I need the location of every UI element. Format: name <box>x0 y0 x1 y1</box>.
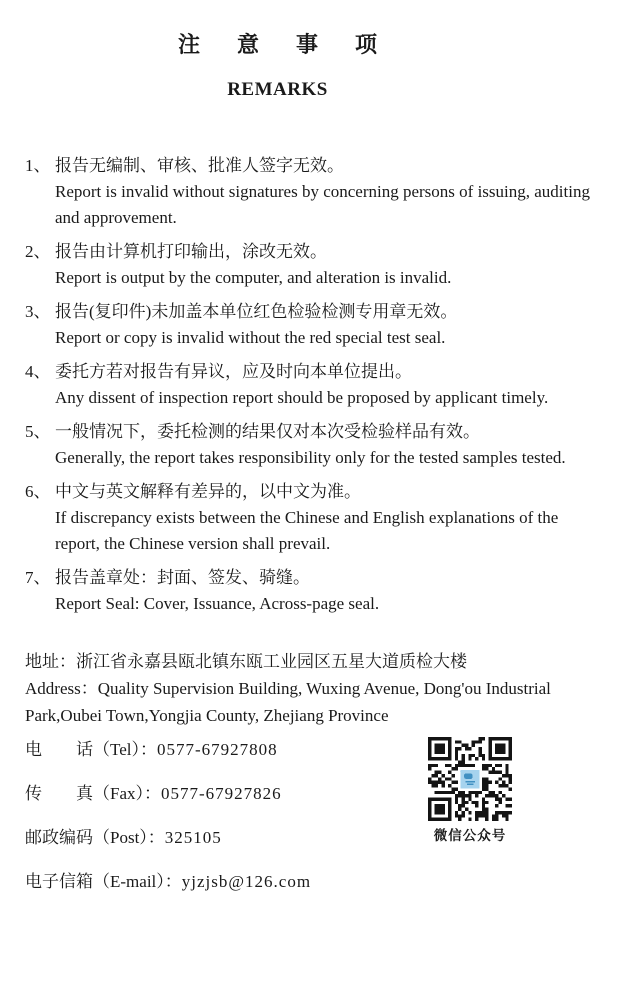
wechat-qr-code <box>425 737 515 821</box>
qr-caption: 微信公众号 <box>433 828 507 843</box>
remark-number: 4、 <box>25 362 51 381</box>
page-heading <box>25 30 530 102</box>
remark-text-english: Generally, the report takes responsibility only for the tested samples tested. <box>55 448 566 467</box>
wechat-qr-block <box>425 737 515 844</box>
remarks-list <box>25 153 600 625</box>
contact-value: 0577-67927826 <box>161 784 282 803</box>
remark-item <box>25 479 600 557</box>
remark-text-english: Report or copy is invalid without the red special test seal. <box>55 328 446 347</box>
contact-label: 电子信箱（E-mail）： <box>25 872 182 891</box>
remark-text-english: Report is output by the computer, and alteration is invalid. <box>55 268 452 287</box>
remark-text-english: Report Seal: Cover, Issuance, Across-page seal. <box>55 594 380 613</box>
remark-text-chinese: 一般情况下，委托检测的结果仅对本次受检验样品有效。 <box>55 422 480 441</box>
contact-row <box>25 869 405 895</box>
remark-number: 7、 <box>25 568 51 587</box>
address-block <box>25 648 587 729</box>
remark-item <box>25 153 600 231</box>
remark-item <box>25 239 600 291</box>
remark-text-chinese: 报告(复印件)未加盖本单位红色检验检测专用章无效。 <box>55 302 458 321</box>
remark-number: 1、 <box>25 156 51 175</box>
remark-text-english: If discrepancy exists between the Chinese and English explanations of the report, the Chinese version shall prevail. <box>55 508 559 553</box>
page-title-chinese: 注意事项 <box>177 32 414 57</box>
remark-text-english: Any dissent of inspection report should be proposed by applicant timely. <box>55 388 549 407</box>
remark-text-english: Report is invalid without signatures by concerning persons of issuing, auditing and approvement. <box>55 182 590 227</box>
remark-text-chinese: 报告盖章处：封面、签发、骑缝。 <box>55 568 310 587</box>
contact-row <box>25 737 405 763</box>
contact-label: 电 话（Tel）： <box>25 740 157 759</box>
remark-text-chinese: 报告由计算机打印输出，涂改无效。 <box>55 242 327 261</box>
remark-item <box>25 359 600 411</box>
remark-item <box>25 299 600 351</box>
contact-value: 0577-67927808 <box>156 740 278 759</box>
contact-value: 325105 <box>164 828 222 847</box>
contact-row <box>25 781 405 807</box>
remark-number: 5、 <box>25 422 51 441</box>
remark-text-chinese: 委托方若对报告有异议，应及时向本单位提出。 <box>55 362 412 381</box>
remark-text-chinese: 中文与英文解释有差异的，以中文为准。 <box>55 482 361 501</box>
page-title-english: REMARKS <box>227 79 328 100</box>
remark-text-chinese: 报告无编制、审核、批准人签字无效。 <box>55 156 344 175</box>
remark-number: 2、 <box>25 242 51 261</box>
remark-number: 6、 <box>25 482 51 501</box>
remark-number: 3、 <box>25 302 51 321</box>
contact-row <box>25 825 405 851</box>
contact-value: yjzjsb@126.com <box>181 872 312 891</box>
address-chinese: 地址：浙江省永嘉县瓯北镇东瓯工业园区五星大道质检大楼 <box>25 652 467 671</box>
contact-block <box>25 737 405 913</box>
contact-label: 传 真（Fax）： <box>25 784 161 803</box>
remark-item <box>25 419 600 471</box>
contact-label: 邮政编码（Post）： <box>25 828 165 847</box>
address-english: Address：Quality Supervision Building, Wuxing Avenue, Dong'ou Industrial Park,Oubei Town,Yongjia County, Zhejiang Province <box>25 679 551 725</box>
remark-item <box>25 565 600 617</box>
